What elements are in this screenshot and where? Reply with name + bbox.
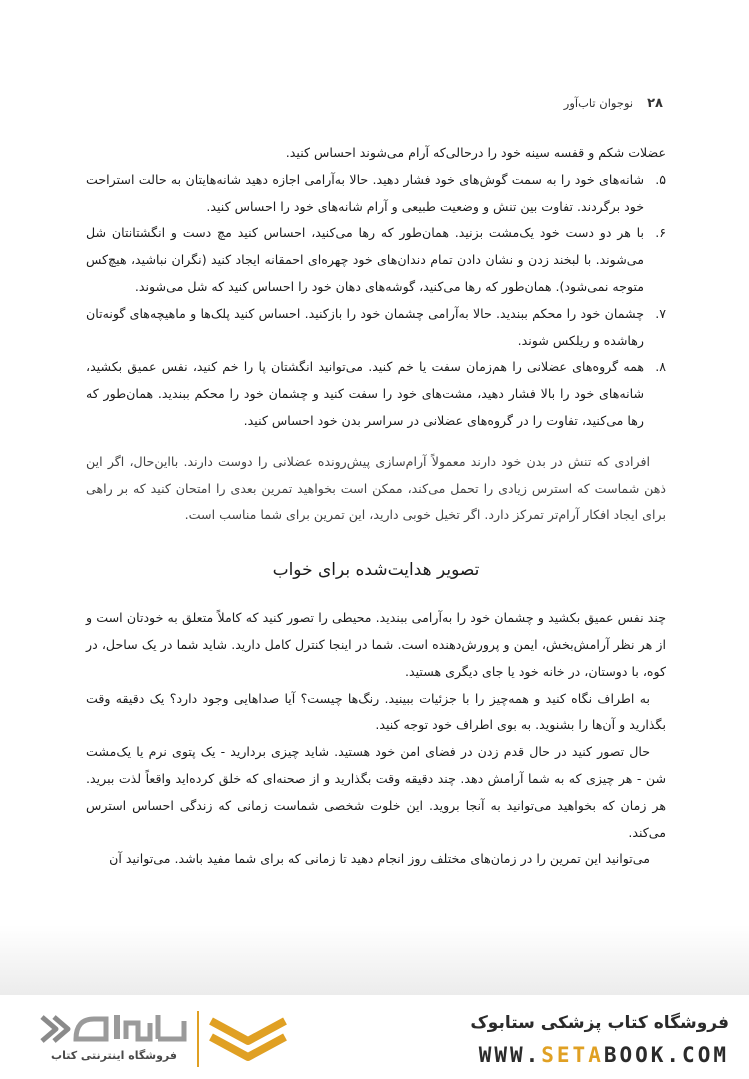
list-item-7	[86, 301, 666, 355]
book-stack-icon	[207, 1013, 289, 1067]
list-text: همه گروه‌های عضلانی را هم‌زمان سفت یا خم کنید. می‌توانید انگشتان پا را خم کنید، نفس عمیق بکشید، شانه‌های خود را بالا فشار دهید، مشت‌های خود را سفت کنید و چشمان خود را محکم ببندید. همان‌طور که رها می‌کنید، تفاوت را در گروه‌های عضلانی در سراسر بدن خود احساس کنید.	[86, 359, 644, 428]
running-title: نوجوان تاب‌آور	[563, 96, 634, 110]
page-number: ۲۸	[647, 96, 663, 111]
running-header	[560, 96, 663, 111]
store-banner	[0, 995, 749, 1079]
closing-paragraph: افرادی که تنش در بدن خود دارند معمولاً آرام‌سازی پیش‌رونده عضلانی را دوست دارند. بااین‌حال، اگر این ذهن شماست که استرس زیادی را تحمل می‌کند، ممکن است بخواهید تمرین بعدی را امتحان کنید که بر راهی برای ایجاد افکار آرام‌تر تمرکز دارد. اگر تخیل خوبی دارید، این تمرین برای شما مناسب است.	[86, 453, 666, 523]
list-text: با هر دو دست خود یک‌مشت بزنید. همان‌طور که رها می‌کنید، احساس کنید مچ دست و انگشتانتان شل می‌شوند. با لبخند زدن و نشان دادن تمام دندان‌های خود چهره‌ای احمقانه ایجاد کنید (نگران نباشید، هیچ‌کس متوجه نمی‌شود). همان‌طور که رها می‌کنید، گوشه‌های دهان خود را احساس کنید که شل می‌شوند.	[86, 225, 644, 294]
list-item-5	[86, 167, 666, 221]
list-number: ۶.	[655, 225, 666, 241]
body-paragraph: به اطراف نگاه کنید و همه‌چیز را با جزئیات ببینید. رنگ‌ها چیست؟ آیا صداهایی وجود دارد؟ یک دقیقه وقت بگذارید و آن‌ها را بشنوید. به بوی اطراف خود توجه کنید.	[86, 690, 666, 733]
store-url[interactable]	[479, 1043, 729, 1067]
url-accent: SETA	[541, 1043, 604, 1067]
store-name: فروشگاه کتاب پزشکی ستابوک	[470, 1013, 729, 1033]
body-paragraph: چند نفس عمیق بکشید و چشمان خود را به‌آرامی ببندید. محیطی را تصور کنید که کاملاً متعلق به خودتان است و از هر نظر آرامش‌بخش، ایمن و پرورش‌دهنده است. شما در اینجا کنترل کامل دارید. شاید شما در یک ساحل، در کوه، با دوستان، در خانه خود یا جای دیگری هستید.	[86, 610, 666, 679]
page-fade	[0, 925, 749, 995]
list-text: چشمان خود را محکم ببندید. حالا به‌آرامی چشمان خود را بازکنید. احساس کنید پلک‌ها و ماهیچه‌های گونه‌تان رهاشده و ریلکس شوند.	[86, 305, 644, 348]
list-number: ۵.	[655, 171, 666, 187]
list-text: شانه‌های خود را به سمت گوش‌های خود فشار دهید. حالا به‌آرامی اجازه دهید شانه‌هایتان به حالت استراحت خود برگردند. تفاوت بین تنش و وضعیت طبیعی و آرام شانه‌های خود را احساس کنید.	[86, 171, 644, 214]
url-prefix: WWW.	[478, 1043, 542, 1067]
logo-tagline: فروشگاه اینترنتی کتاب	[51, 1049, 177, 1062]
list-number: ۷.	[655, 305, 666, 321]
setabook-wordmark-icon	[36, 1009, 190, 1049]
page-body	[86, 140, 666, 873]
logo-divider	[197, 1011, 199, 1067]
list-item-6	[86, 220, 666, 300]
list-item-8	[86, 354, 666, 434]
continuation-line: عضلات شکم و قفسه سینه خود را درحالی‌که آرام می‌شوند احساس کنید.	[285, 145, 666, 160]
body-paragraph: حال تصور کنید در حال قدم زدن در فضای امن خود هستید. شاید چیزی بردارید - یک پتوی نرم یا یک‌مشت شن - هر چیزی که به شما آرامش دهد. چند دقیقه وقت بگذارید و از صحنه‌ای که خلق کرده‌اید واقعاً لذت ببرید. هر زمان که بخواهید می‌توانید به آنجا بروید. این خلوت شخصی شماست زمانی که زندگی احساس استرس می‌کند.	[86, 744, 666, 840]
url-suffix: BOOK.COM	[603, 1043, 729, 1067]
body-paragraph: می‌توانید این تمرین را در زمان‌های مختلف روز انجام دهید تا زمانی که برای شما مفید باشد. می‌توانید آن	[109, 851, 650, 867]
section-heading: تصویر هدایت‌شده برای خواب	[272, 560, 480, 581]
list-number: ۸.	[655, 359, 666, 375]
